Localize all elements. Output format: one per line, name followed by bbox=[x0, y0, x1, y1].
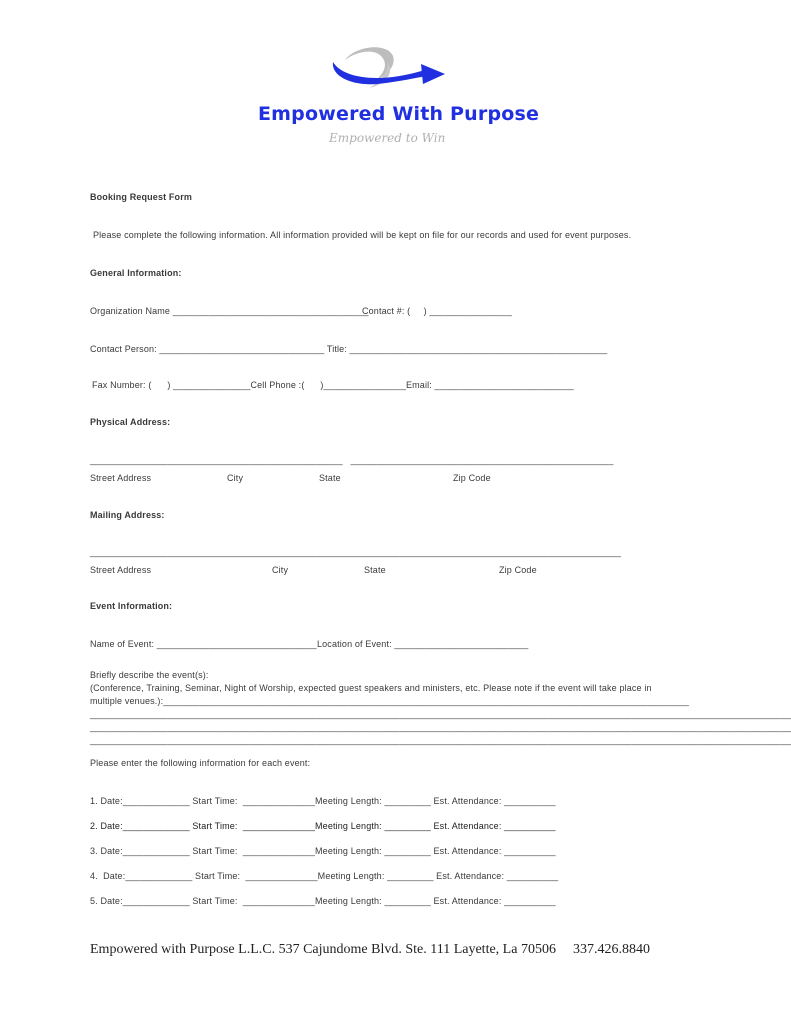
event-name-field[interactable]: Name of Event: _______________________________ bbox=[90, 639, 317, 649]
footer-address: Empowered with Purpose L.L.C. 537 Cajundome Blvd. Ste. 111 Layette, La 70506 bbox=[90, 942, 556, 957]
describe-examples: (Conference, Training, Seminar, Night of Worship, expected guest speakers and ministers, etc. Please note if the event will take place in bbox=[90, 683, 652, 693]
event-row-3[interactable]: 3. Date:_____________ Start Time: ______________Meeting Length: _________ Est. Attendance: __________ bbox=[90, 846, 556, 856]
general-information-heading: General Information: bbox=[90, 268, 182, 278]
mailing-address-field[interactable]: _______________________________________________________________________________________________________ bbox=[90, 547, 622, 557]
describe-line[interactable]: ________________________________________________________________________________________________________________________________________ bbox=[90, 722, 791, 732]
contact-person-title-field[interactable]: Contact Person: ________________________________ Title: __________________________________________________ bbox=[90, 344, 608, 354]
physical-address-field[interactable]: _________________________________________________ ___________________________________________________ bbox=[90, 455, 614, 465]
event-row-2[interactable]: 2. Date:_____________ Start Time: ______________Meeting Length: _________ Est. Attendance: __________ bbox=[90, 821, 556, 831]
describe-line[interactable]: ________________________________________________________________________________________________________________________________________ bbox=[90, 735, 791, 745]
event-location-field[interactable]: Location of Event: __________________________ bbox=[317, 639, 529, 649]
mailing-city-label: City bbox=[272, 565, 289, 575]
physical-street-label: Street Address bbox=[90, 473, 152, 483]
mailing-address-heading: Mailing Address: bbox=[90, 510, 165, 520]
physical-address-heading: Physical Address: bbox=[90, 417, 171, 427]
each-event-prompt: Please enter the following information for each event: bbox=[90, 758, 311, 768]
mailing-street-label: Street Address bbox=[90, 565, 152, 575]
event-row-5[interactable]: 5. Date:_____________ Start Time: ______________Meeting Length: _________ Est. Attendance: __________ bbox=[90, 896, 556, 906]
physical-zip-label: Zip Code bbox=[453, 473, 491, 483]
contact-number-field[interactable]: Contact #: ( ) ________________ bbox=[362, 306, 512, 316]
mailing-state-label: State bbox=[364, 565, 386, 575]
describe-field[interactable]: multiple venues.):______________________________________________________________________________________________________ bbox=[90, 696, 690, 706]
organization-name-field[interactable]: Organization Name ______________________________________ bbox=[90, 306, 369, 316]
physical-state-label: State bbox=[319, 473, 341, 483]
fax-cell-email-field[interactable]: Fax Number: ( ) _______________Cell Phone :( )________________Email: ___________________________ bbox=[92, 380, 574, 390]
physical-city-label: City bbox=[227, 473, 244, 483]
event-information-heading: Event Information: bbox=[90, 601, 173, 611]
intro-text: Please complete the following information. All information provided will be kept on file for our records and used for event purposes. bbox=[93, 230, 632, 240]
mailing-zip-label: Zip Code bbox=[499, 565, 537, 575]
footer-phone: 337.426.8840 bbox=[573, 942, 650, 957]
describe-prompt: Briefly describe the event(s): bbox=[90, 670, 209, 680]
tagline: Empowered to Win bbox=[329, 131, 446, 145]
form-title: Booking Request Form bbox=[90, 192, 193, 202]
brand-name: Empowered With Purpose bbox=[258, 103, 540, 125]
describe-line[interactable]: ________________________________________________________________________________________________________________________________________ bbox=[90, 709, 791, 719]
swoosh-arrow-logo bbox=[325, 42, 450, 107]
event-row-4[interactable]: 4. Date:_____________ Start Time: ______________Meeting Length: _________ Est. Attendance: __________ bbox=[90, 871, 559, 881]
event-row-1[interactable]: 1. Date:_____________ Start Time: ______________Meeting Length: _________ Est. Attendance: __________ bbox=[90, 796, 556, 806]
